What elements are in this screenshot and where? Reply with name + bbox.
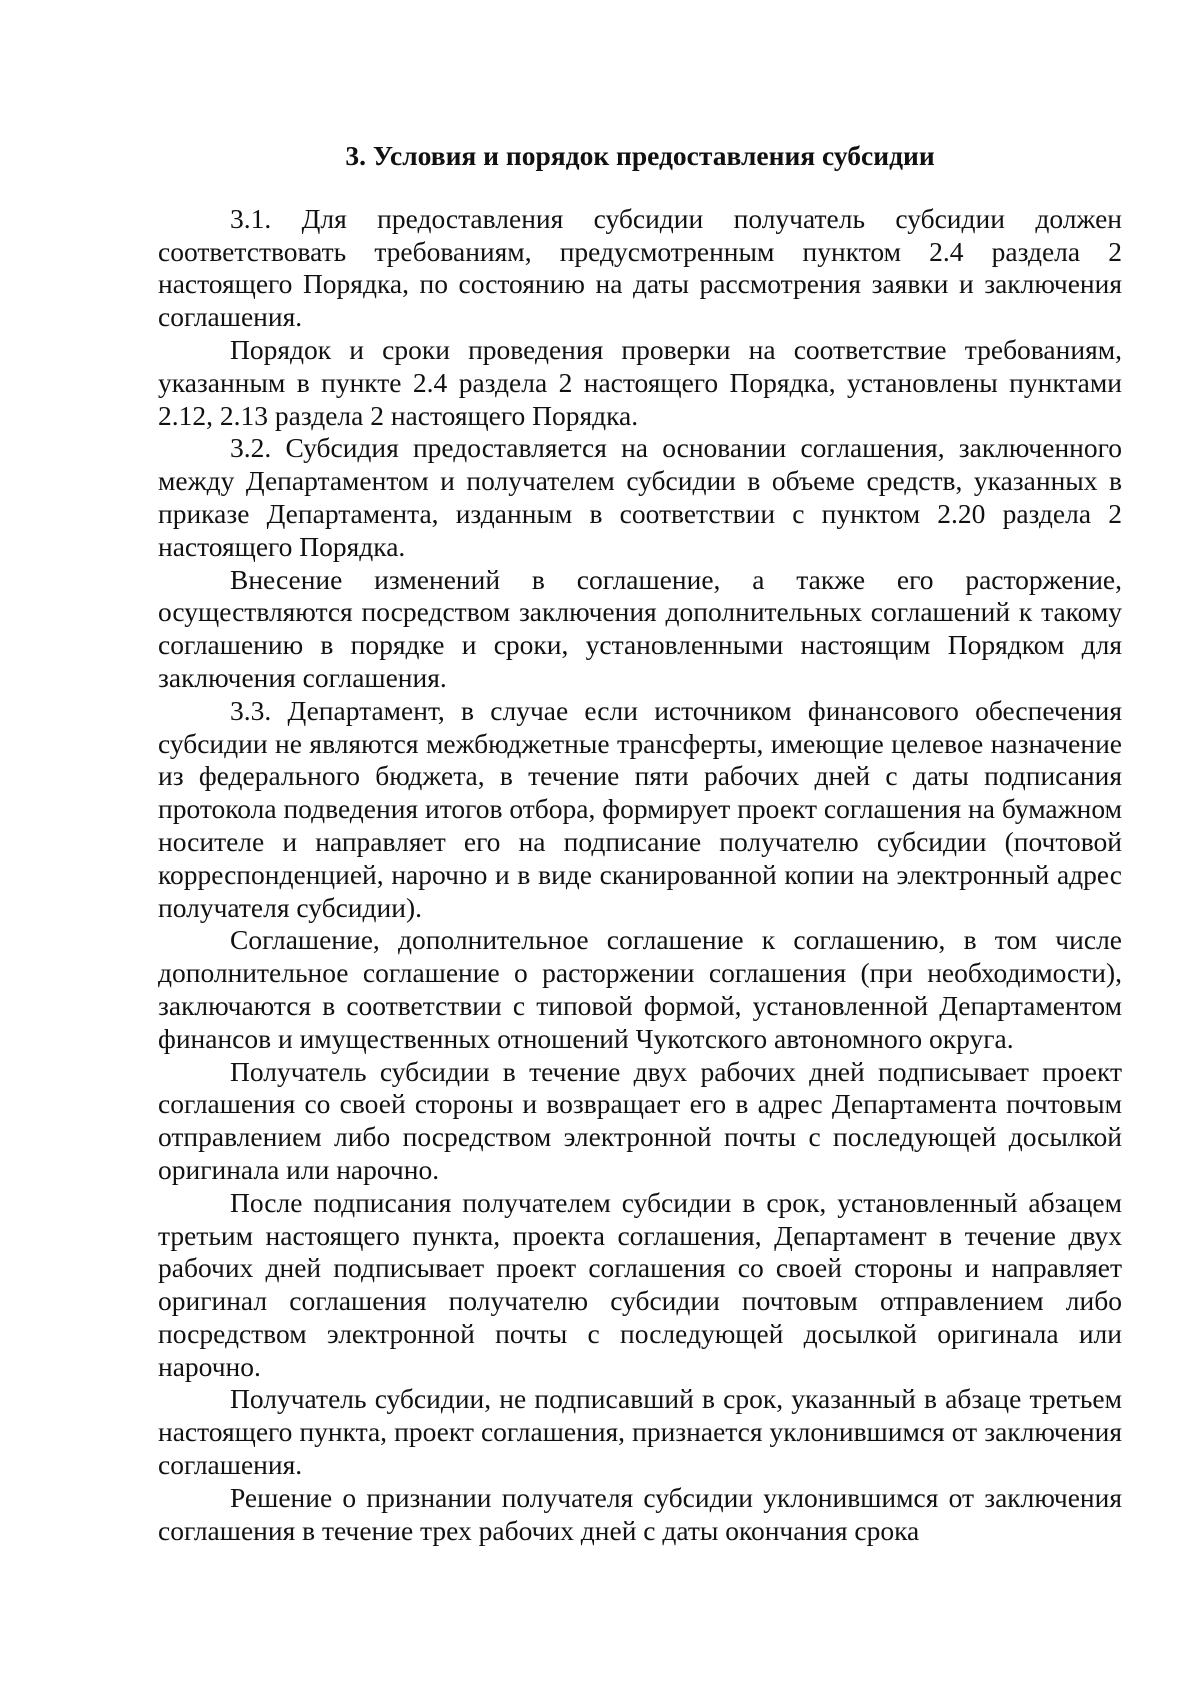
paragraph-evasion: Получатель субсидии, не подписавший в срок, указанный в абзаце третьем настоящего пункта, проект соглашения, признается уклонившимся от заключения соглашения. [158,1383,1122,1481]
paragraph-department-signing: После подписания получателем субсидии в срок, установленный абзацем третьим настоящего пункта, проекта соглашения, Департамент в течение двух рабочих дней подписывает проект соглашения со своей стороны и направляет оригинал соглашения получателю субсидии почтовым отправлением либо посредством электронной почты с последующей досылкой оригинала или нарочно. [158,1186,1122,1382]
paragraph-verification-order: Порядок и сроки проведения проверки на соответствие требованиям, указанным в пункте 2.4 раздела 2 настоящего Порядка, установлены пунктами 2.12, 2.13 раздела 2 настоящего Порядка. [158,333,1122,431]
paragraph-recipient-signing: Получатель субсидии в течение двух рабочих дней подписывает проект соглашения со своей стороны и возвращает его в адрес Департамента почтовым отправлением либо посредством электронной почты с последующей досылкой оригинала или нарочно. [158,1055,1122,1185]
section-title: 3. Условия и порядок предоставления субсидии [345,140,935,171]
paragraph-evasion-decision: Решение о признании получателя субсидии уклонившимся от заключения соглашения в течение трех рабочих дней с даты окончания срока [158,1481,1122,1546]
paragraph-3-1: 3.1. Для предоставления субсидии получатель субсидии должен соответствовать требованиям, предусмотренным пунктом 2.4 раздела 2 настоящего Порядка, по состоянию на даты рассмотрения заявки и заключения соглашения. [158,202,1122,333]
paragraph-agreement-form: Соглашение, дополнительное соглашение к соглашению, в том числе дополнительное соглашение о расторжении соглашения (при необходимости), заключаются в соответствии с типовой формой, установленной Департаментом финансов и имущественных отношений Чукотского автономного округа. [158,924,1122,1054]
paragraph-agreement-amendments: Внесение изменений в соглашение, а также его расторжение, осуществляются посредством заключения дополнительных соглашений к такому соглашению в порядке и сроки, установленными настоящим Порядком для заключения соглашения. [158,563,1122,693]
paragraph-3-3: 3.3. Департамент, в случае если источником финансового обеспечения субсидии не являются межбюджетные трансферты, имеющие целевое назначение из федерального бюджета, в течение пяти рабочих дней с даты подписания протокола подведения итогов отбора, формирует проект соглашения на бумажном носителе и направляет его на подписание получателю субсидии (почтовой корреспонденцией, нарочно и в виде сканированной копии на электронный адрес получателя субсидии). [158,694,1122,923]
document-body [158,140,1122,1547]
paragraph-3-2: 3.2. Субсидия предоставляется на основании соглашения, заключенного между Департаментом и получателем субсидии в объеме средств, указанных в приказе Департамента, изданным в соответствии с пунктом 2.20 раздела 2 настоящего Порядка. [158,432,1122,562]
